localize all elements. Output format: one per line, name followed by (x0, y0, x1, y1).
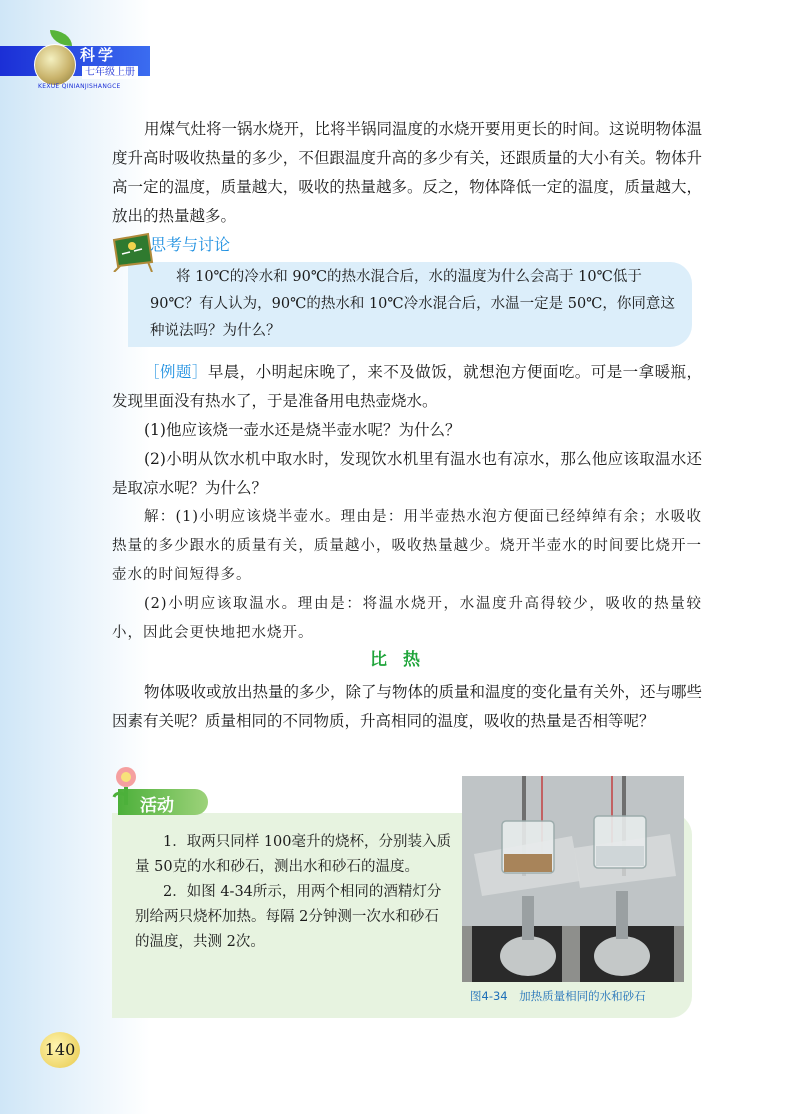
example-question-1: (1)他应该烧一壶水还是烧半壶水呢？为什么？ (144, 421, 461, 439)
activity-item-2: 2．如图 4-34所示，用两个相同的酒精灯分别给两只烧杯加热。每隔 2分钟测一次水和砂石的温度，共测 2次。 (135, 884, 442, 950)
intro-paragraph: 用煤气灶将一锅水烧开，比将半锅同温度的水烧开要用更长的时间。这说明物体温度升高时吸收热量的多少，不但跟温度升高的多少有关，还跟质量的大小有关。物体升高一定的温度，质量越大，吸收的热量越多。反之，物体降低一定的温度，质量越大，放出的热量越多。 (112, 120, 703, 225)
section-heading: 比热 (370, 650, 436, 670)
experiment-photo (462, 776, 684, 982)
activity-item-1: 1．取两只同样 100毫升的烧杯，分别装入质量 50克的水和砂石，测出水和砂石的温度。 (135, 834, 452, 875)
example-question-2: (2)小明从饮水机中取水时，发现饮水机里有温水也有凉水，那么他应该取温水还是取凉水呢？为什么？ (112, 450, 702, 497)
pinyin-label: KEXUE QINIANJISHANGCE (38, 83, 121, 90)
subject-title: 科学 (80, 46, 117, 64)
think-text: 将 10℃的冷水和 90℃的热水混合后，水的温度为什么会高于 10℃低于 90℃？有人认为，90℃的热水和 10℃冷水混合后，水温一定是 50℃，你同意这种说法吗？为什么？ (150, 269, 675, 339)
figure-caption: 图4-34 加热质量相同的水和砂石 (470, 989, 646, 1003)
flower-icon (108, 765, 144, 805)
example-text: 早晨，小明起床晚了，来不及做饭，就想泡方便面吃。可是一拿暖瓶，发现里面没有热水了，于是准备用电热壶烧水。 (112, 363, 702, 410)
activity-title: 活动 (140, 796, 174, 816)
think-title: 思考与讨论 (150, 235, 231, 254)
example-paragraph (112, 358, 702, 416)
chalkboard-icon (108, 232, 156, 272)
example-answer-1: 解：(1)小明应该烧半壶水。理由是：用半壶热水泡方便面已经绰绰有余；水吸收热量的多少跟水的质量有关，质量越小，吸收热量越少。烧开半壶水的时间要比烧开一壶水的时间短得多。 (112, 509, 702, 583)
example-label: ［例题］ (144, 363, 208, 381)
globe-logo-icon (34, 44, 76, 86)
grade-label: 七年级上册 (82, 66, 138, 79)
page-number: 140 (40, 1032, 80, 1068)
section-paragraph: 物体吸收或放出热量的多少，除了与物体的质量和温度的变化量有关外，还与哪些因素有关呢？质量相同的不同物质，升高相同的温度，吸收的热量是否相等呢？ (112, 683, 703, 730)
example-answer-2: (2)小明应该取温水。理由是：将温水烧开，水温度升高得较少，吸收的热量较小，因此会更快地把水烧开。 (112, 596, 702, 641)
activity-text (135, 830, 451, 955)
